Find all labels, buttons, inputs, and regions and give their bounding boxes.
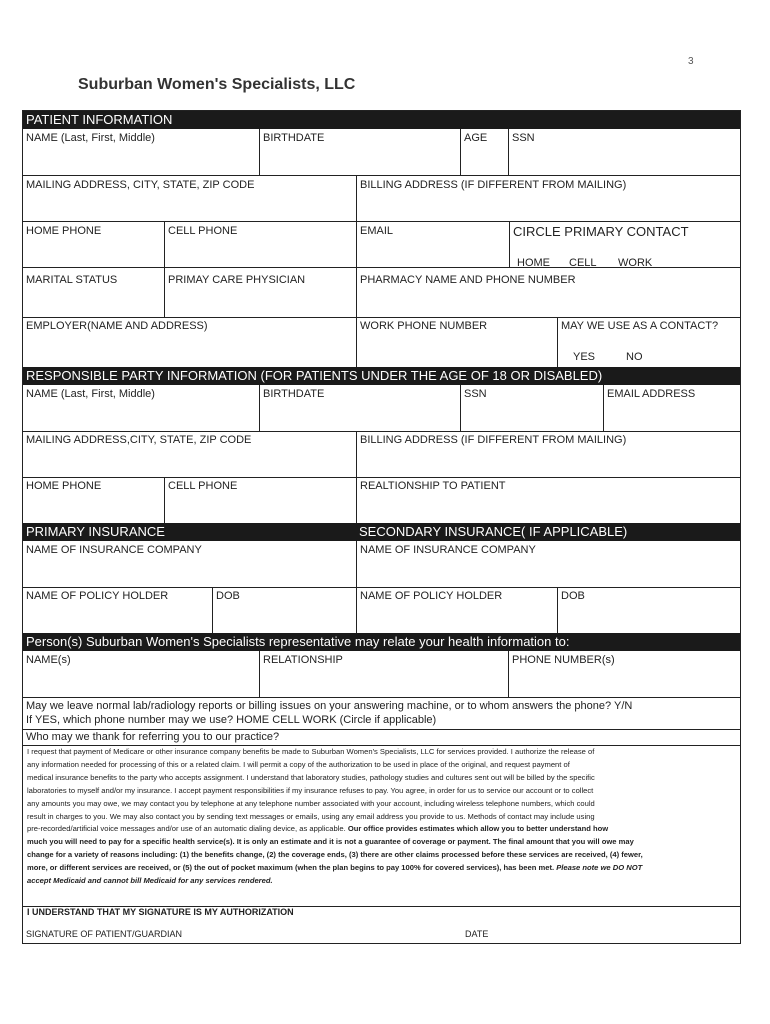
relate-info-header: Person(s) Suburban Women's Specialists representative may relate your health information to:: [23, 633, 740, 651]
phone-choice-question: If YES, which phone number may we use? HOME CELL WORK (Circle if applicable): [26, 714, 437, 726]
responsible-birthdate-field[interactable]: BIRTHDATE: [263, 388, 325, 400]
secondary-policy-holder-field[interactable]: NAME OF POLICY HOLDER: [360, 590, 503, 602]
responsible-email-field[interactable]: EMAIL ADDRESS: [607, 388, 696, 400]
legal-line: result in charges to you. We may also contact you by sending text messages or emails, using any email address you provide to us. Methods of contact may include using: [27, 811, 595, 821]
responsible-mailing-field[interactable]: MAILING ADDRESS,CITY, STATE, ZIP CODE: [26, 434, 252, 446]
legal-text-italic: accept Medicaid and cannot bill Medicaid for any services rendered.: [27, 876, 273, 886]
patient-email-field[interactable]: EMAIL: [360, 225, 394, 237]
patient-ssn-field[interactable]: SSN: [512, 132, 535, 144]
primary-dob-field[interactable]: DOB: [216, 590, 240, 602]
patient-info-header: PATIENT INFORMATION: [23, 111, 740, 129]
circle-primary-contact-label: CIRCLE PRIMARY CONTACT: [513, 224, 689, 239]
legal-line: I request that payment of Medicare or other insurance company benefits be made to Suburban Women's Specialists, LLC for services provided. I authorize the release of: [27, 747, 595, 756]
patient-employer-field[interactable]: EMPLOYER(NAME AND ADDRESS): [26, 320, 208, 332]
patient-pcp-field[interactable]: PRIMAY CARE PHYSICIAN: [168, 274, 306, 286]
primary-insurance-header: PRIMARY INSURANCE: [26, 524, 165, 539]
patient-mailing-field[interactable]: MAILING ADDRESS, CITY, STATE, ZIP CODE: [26, 179, 255, 191]
legal-text-bold: change for a variety of reasons including: (1) the benefits change, (2) the coverage ends, (3) there are other claims processed before these services are received, (4) fewer,: [27, 850, 643, 860]
secondary-dob-field[interactable]: DOB: [561, 590, 585, 602]
secondary-insurance-header: SECONDARY INSURANCE( IF APPLICABLE): [359, 524, 628, 539]
responsible-party-header: RESPONSIBLE PARTY INFORMATION (FOR PATIENTS UNDER THE AGE OF 18 OR DISABLED): [23, 367, 740, 385]
legal-text-bold: more, or different services are received, or (5) the out of pocket maximum (when the plan begins to pay 100% for covered services), has been met.: [27, 863, 557, 873]
patient-name-field[interactable]: NAME (Last, First, Middle): [26, 132, 155, 144]
legal-text-bold: much you will need to pay for a specific health service(s). It is only an estimate and it is not a guarantee of coverage or payment. The final amount that you will owe may: [27, 837, 634, 847]
legal-text-bold: Our office provides estimates which allow you to better understand how: [347, 824, 609, 834]
legal-line: [27, 836, 739, 849]
primary-contact-home-option[interactable]: HOME: [517, 257, 550, 269]
responsible-ssn-field[interactable]: SSN: [464, 388, 487, 400]
patient-work-phone-field[interactable]: WORK PHONE NUMBER: [360, 320, 488, 332]
secondary-insurance-company-field[interactable]: NAME OF INSURANCE COMPANY: [360, 544, 536, 556]
page-title: Suburban Women's Specialists, LLC: [78, 76, 356, 93]
date-field[interactable]: DATE: [465, 929, 489, 939]
legal-line: laboratories to myself and/or my insurance. I accept payment responsibilities if my insurance refuses to pay. You agree, in order for us to service our account or to collect: [27, 785, 594, 795]
authorization-statement: I UNDERSTAND THAT MY SIGNATURE IS MY AUTHORIZATION: [27, 907, 294, 917]
leave-message-question: May we leave normal lab/radiology reports or billing issues on your answering machine, or to whom answers the phone? Y/N: [26, 700, 633, 712]
legal-line: [27, 823, 739, 836]
patient-billing-field[interactable]: BILLING ADDRESS (IF DIFFERENT FROM MAILING): [360, 179, 627, 191]
responsible-relationship-field[interactable]: REALTIONSHIP TO PATIENT: [360, 480, 506, 492]
legal-line: [27, 862, 739, 875]
legal-text: pre-recorded/artificial voice messages and/or use of an automatic dialing device, as applicable.: [27, 824, 348, 834]
primary-contact-cell-option[interactable]: CELL: [569, 257, 597, 269]
primary-contact-work-option[interactable]: WORK: [618, 257, 653, 269]
primary-policy-holder-field[interactable]: NAME OF POLICY HOLDER: [26, 590, 169, 602]
relate-relationship-field[interactable]: RELATIONSHIP: [263, 654, 343, 666]
responsible-name-field[interactable]: NAME (Last, First, Middle): [26, 388, 155, 400]
legal-line: [27, 849, 739, 862]
may-contact-yes-option[interactable]: YES: [573, 351, 596, 363]
patient-birthdate-field[interactable]: BIRTHDATE: [263, 132, 325, 144]
legal-line: medical insurance benefits to the party who accepts assignment. I understand that laboratory studies, pathology studies and cultures sent out will be billed by the specific: [27, 772, 595, 782]
responsible-home-phone-field[interactable]: HOME PHONE: [26, 480, 102, 492]
relate-names-field[interactable]: NAME(s): [26, 654, 71, 666]
primary-insurance-company-field[interactable]: NAME OF INSURANCE COMPANY: [26, 544, 202, 556]
legal-line: [27, 875, 739, 888]
referral-question: Who may we thank for referring you to our practice?: [26, 731, 280, 743]
patient-age-field[interactable]: AGE: [464, 132, 488, 144]
may-contact-no-option[interactable]: NO: [626, 351, 643, 363]
legal-authorization-text: [27, 746, 739, 888]
responsible-billing-field[interactable]: BILLING ADDRESS (IF DIFFERENT FROM MAILING): [360, 434, 627, 446]
page-number: 3: [688, 56, 694, 67]
patient-cell-phone-field[interactable]: CELL PHONE: [168, 225, 238, 237]
signature-field[interactable]: SIGNATURE OF PATIENT/GUARDIAN: [26, 929, 183, 939]
patient-marital-field[interactable]: MARITAL STATUS: [26, 274, 118, 286]
legal-text-italic: Please note we DO NOT: [556, 863, 643, 873]
responsible-cell-phone-field[interactable]: CELL PHONE: [168, 480, 238, 492]
legal-line: any amounts you may owe, we may contact you by telephone at any telephone number associated with your account, including wireless telephone numbers, which could: [27, 798, 595, 808]
intake-form: [22, 110, 741, 944]
legal-line: any information needed for processing of this or a related claim. I will permit a copy of the authorization to be used in place of the original, and request payment of: [27, 759, 570, 769]
relate-phone-field[interactable]: PHONE NUMBER(s): [512, 654, 615, 666]
patient-home-phone-field[interactable]: HOME PHONE: [26, 225, 102, 237]
may-contact-label: MAY WE USE AS A CONTACT?: [561, 320, 719, 332]
patient-pharmacy-field[interactable]: PHARMACY NAME AND PHONE NUMBER: [360, 274, 576, 286]
